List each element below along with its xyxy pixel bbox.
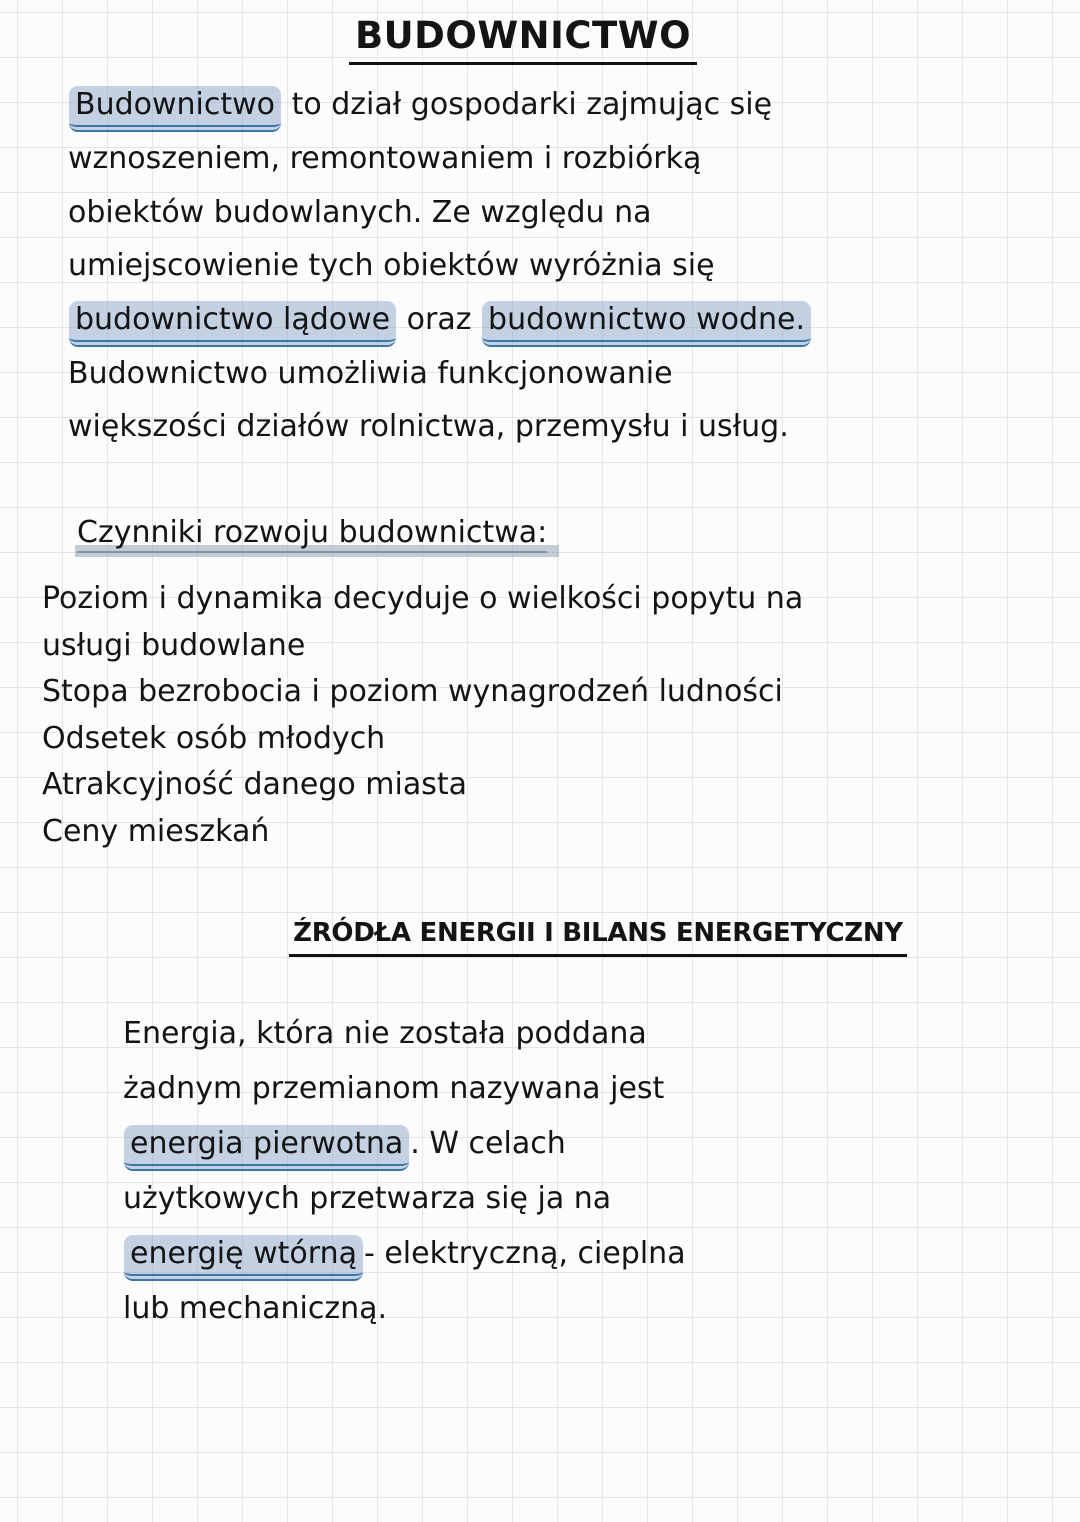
text-segment: większości działów rolnictwa, przemysłu i usług. (68, 409, 789, 444)
text-line (123, 1171, 686, 1226)
section-title-budownictwo (68, 14, 978, 57)
section-title-energy (123, 918, 1073, 948)
highlighted-term: Budownictwo (69, 86, 281, 132)
factors-heading-text: Czynniki rozwoju budownictwa: (75, 512, 559, 560)
list-item: Poziom i dynamika decyduje o wielkości popytu na (42, 581, 804, 616)
text-line (123, 1006, 686, 1061)
text-line (68, 78, 812, 132)
list-item: Atrakcyjność danego miasta (42, 767, 468, 802)
text-line (68, 347, 812, 401)
text-line (123, 1281, 686, 1336)
highlighted-term: energię wtórną (124, 1235, 363, 1281)
section-title-budownictwo-text: BUDOWNICTWO (349, 14, 697, 65)
text-segment: oraz (397, 301, 482, 337)
text-segment: Energia, która nie została poddana (123, 1016, 647, 1051)
text-line (68, 293, 812, 347)
text-line (68, 186, 812, 240)
text-segment: to dział gospodarki zajmując się (282, 87, 773, 122)
text-segment: - elektryczną, cieplna (363, 1236, 686, 1271)
paragraph-budownictwo (68, 78, 812, 454)
text-segment: lub mechaniczną. (123, 1291, 388, 1326)
text-segment: użytkowych przetwarza się ja na (123, 1181, 612, 1216)
section-title-energy-text: ŹRÓDŁA ENERGII I BILANS ENERGETYCZNY (289, 918, 907, 957)
text-segment: żadnym przemianom nazywana jest (123, 1071, 665, 1106)
list-item: Odsetek osób młodych (42, 720, 386, 756)
list-item: Ceny mieszkań (42, 813, 270, 849)
text-line (68, 239, 812, 293)
list-item: Stopa bezrobocia i poziom wynagrodzeń ludności (42, 674, 783, 709)
text-segment: wznoszeniem, remontowaniem i rozbiórką (68, 141, 702, 176)
text-segment: umiejscowienie tych obiektów wyróżnia się (68, 248, 715, 283)
text-line (123, 1061, 686, 1116)
highlighted-term: energia pierwotna (124, 1125, 409, 1171)
text-segment: obiektów budowlanych. Ze względu na (68, 194, 652, 230)
factors-heading (75, 512, 559, 560)
highlighted-term: budownictwo wodne. (482, 301, 811, 347)
paragraph-energy (123, 1006, 686, 1336)
text-line (123, 1116, 686, 1171)
text-line (123, 1226, 686, 1281)
text-line (68, 400, 812, 454)
text-segment: . W celach (410, 1126, 566, 1161)
text-line (68, 132, 812, 186)
list-item: usługi budowlane (42, 627, 306, 663)
factors-list (42, 576, 803, 855)
highlighted-term: budownictwo lądowe (69, 301, 396, 347)
text-segment: Budownictwo umożliwia funkcjonowanie (68, 355, 673, 391)
